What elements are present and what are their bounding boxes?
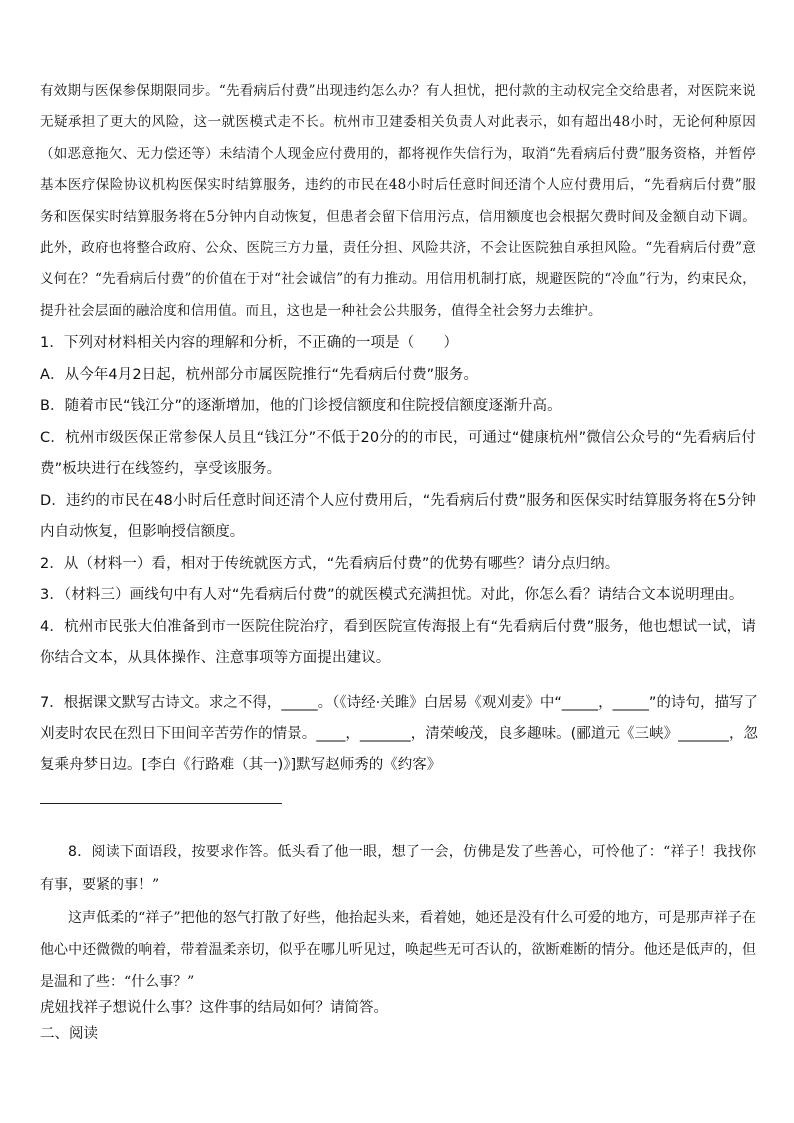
question-list: [40, 328, 756, 675]
excerpt-line-2: 这声低柔的“祥子”把他的怒气打散了好些，他抬起头来，看着她，她还是没有什么可爱的地方，可是那声祥子在他心中还微微的响着，带着温柔亲切，似乎在哪儿听见过，唤起些无可否认的，欲断难断的情分。他还是低声的，但是温和了些：“什么事？”: [40, 910, 756, 990]
closing-block: [40, 995, 756, 1047]
section-heading: 二、阅读: [40, 1026, 98, 1042]
question-4: 4．杭州市民张大伯准备到市一医院住院治疗，看到医院宣传海报上有“先看病后付费”服务，他也想试一试，请你结合文本，从具体操作、注意事项等方面提出建议。: [40, 618, 756, 666]
answer-line: [40, 803, 282, 804]
option-a: A．从今年4月2日起，杭州部分市属医院推行“先看病后付费”服务。: [40, 366, 479, 383]
question-1-stem: 1．下列对材料相关内容的理解和分析，不正确的一项是（ ）: [40, 335, 459, 351]
question-8-prompt: 8．阅读下面语段，按要求作答。: [68, 844, 278, 860]
question-3: 3．（材料三）画线句中有人对“先看病后付费”的就医模式充满担忧。对此，你怎么看？请结合文本说明理由。: [40, 587, 744, 603]
question-2: 2．从（材料一）看，相对于传统就医方式，“先看病后付费”的优势有哪些？请分点归纳。: [40, 555, 620, 572]
material-paragraph: 有效期与医保参保期限同步。“先看病后付费”出现违约怎么办？有人担忧，把付款的主动权完全交给患者，对医院来说无疑承担了更大的风险，这一就医模式走不长。杭州市卫建委相关负责人对此表示，如有超出48小时，无论何种原因（如恶意拖欠、无力偿还等）未结清个人现金应付费用的，都将视作失信行为，取消“先看病后付费”服务资格，并暂停基本医疗保险协议机构医保实时结算服务，违约的市民在48小时后任意时间还清个人应付费用后，“先看病后付费”服务和医保实时结算服务将在5分钟内自动恢复，但患者会留下信用污点，信用额度也会根据欠费时间及金额自动下调。此外，政府也将整合政府、公众、医院三方力量，责任分担、风险共济，不会让医院独自承担风险。“先看病后付费”意义何在？“先看病后付费”的价值在于对“社会诚信”的有力推动。用信用机制打底，规避医院的“冷血”行为，约束民众，提升社会层面的融洽度和信用值。而且，这也是一种社会公共服务，值得全社会努力去维护。: [40, 83, 756, 319]
question-8-ask: 虎妞找祥子想说什么事？这件事的结局如何？请简答。: [40, 1000, 388, 1016]
option-d: D．违约的市民在48小时后任意时间还清个人应付费用后，“先看病后付费”服务和医保实时结算服务将在5分钟内自动恢复，但影响授信额度。: [40, 492, 756, 540]
option-b: B．随着市民“钱江分”的逐渐增加，他的门诊授信额度和住院授信额度逐渐升高。: [40, 398, 562, 414]
question-7-fill-in: 7．根据课文默写古诗文。求之不得，_____。（《诗经·关雎》白居易《观刈麦》中“_____，_____”的诗句，描写了刈麦时农民在烈日下田间辛苦劳作的情景。____，_______，清荣峻茂，良多趣味。(郦道元《三峡》_______，忽复乘舟梦日边。[李白《行路难（其一)》]默写赵师秀的《约客》: [40, 695, 758, 773]
excerpt-line-1: 低头看了他一眼，想了一会，仿佛是发了些善心，可怜他了：“祥子！我找你有事，要紧的事！”: [40, 844, 756, 893]
question-8-reading: [40, 836, 756, 998]
option-c: C．杭州市级医保正常参保人员且“钱江分”不低于20分的的市民，可通过“健康杭州”微信公众号的“先看病后付费”板块进行在线签约，享受该服务。: [40, 429, 756, 477]
